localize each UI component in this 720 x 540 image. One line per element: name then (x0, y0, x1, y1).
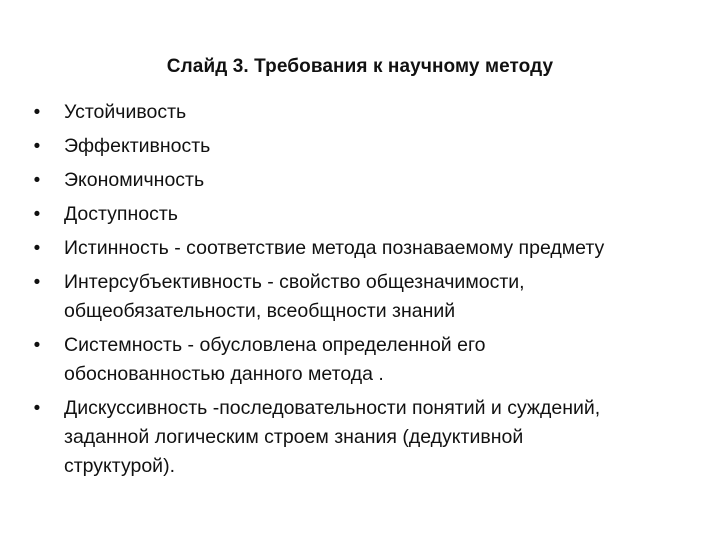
list-item (30, 331, 630, 389)
list-item (30, 98, 630, 127)
bullet-icon: • (33, 272, 41, 293)
list-item (30, 268, 630, 326)
bullet-icon: • (33, 335, 41, 356)
list-item-text: Доступность (64, 203, 178, 225)
list-item-text: Экономичность (64, 169, 205, 191)
slide-title: Слайд 3. Требования к научному методу (166, 56, 554, 77)
list-item-text: Дискуссивность -последовательности понятий и суждений, заданной логическим строем знания (дедуктивной структурой). (64, 397, 601, 477)
bullet-icon: • (33, 102, 41, 123)
list-item (30, 200, 630, 229)
list-item (30, 132, 630, 161)
requirements-list (30, 98, 630, 486)
bullet-icon: • (33, 170, 41, 191)
list-item-text: Истинность - соответствие метода познаваемому предмету (64, 237, 605, 259)
list-item-text: Эффективность (64, 135, 211, 157)
list-item (30, 234, 630, 263)
list-item-text: Системность - обусловлена определенной его обоснованностью данного метода . (64, 334, 486, 385)
bullet-icon: • (33, 238, 41, 259)
bullet-icon: • (33, 136, 41, 157)
list-item (30, 394, 630, 481)
list-item-text: Устойчивость (64, 101, 187, 123)
bullet-icon: • (33, 204, 41, 225)
list-item-text: Интерсубъективность - свойство общезначимости, общеобязательности, всеобщности знаний (64, 271, 525, 322)
bullet-icon: • (33, 398, 41, 419)
list-item (30, 166, 630, 195)
